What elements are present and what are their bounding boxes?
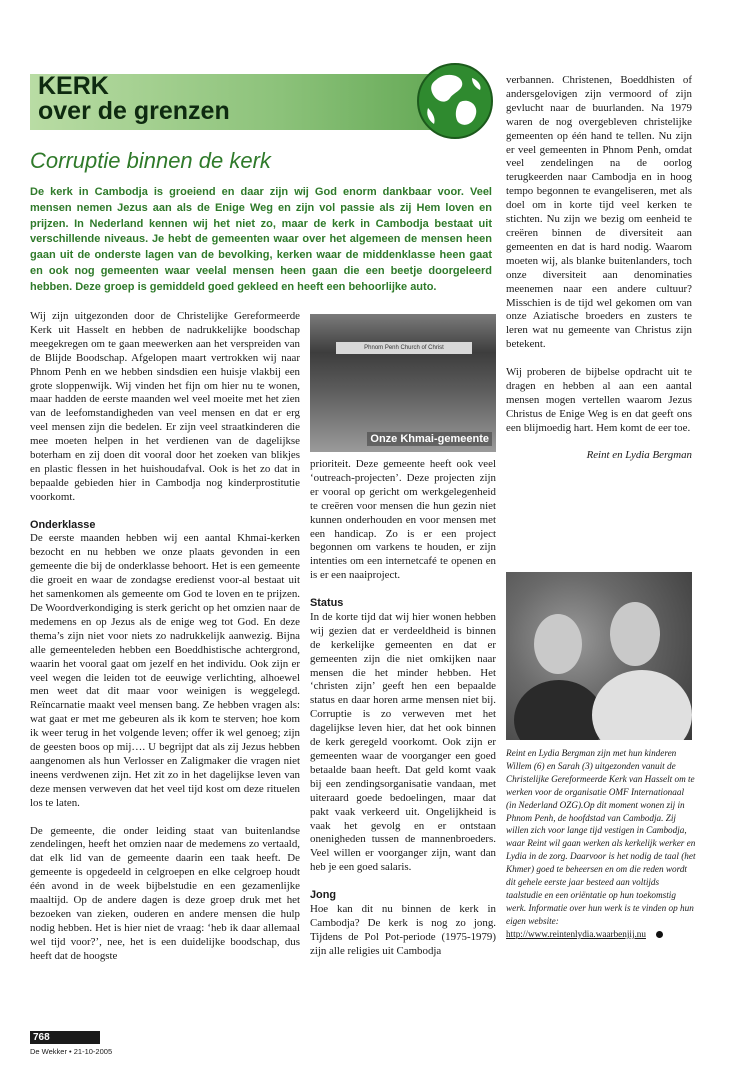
church-photo: [310, 314, 496, 452]
page-number: 768: [30, 1031, 100, 1044]
paragraph: In de korte tijd dat wij hier wonen hebben wij gezien dat er verdeeldheid is binnen de kerkelijke gemeenten en dat er gemeenten zijn die niet omkijken naar mensen die het minder hebben. Het ‘christen zijn’ geeft hen een bepaalde status en daar horen arme mensen niet bij. Corruptie is zo verweven met het dagelijkse leven hier, dat het ook binnen de kerk geregeld voorkomt. Ook zijn er gemeenten waar de voorganger een goed betaalde baan heeft. Dat geld komt vaak bij een zendingsorganisatie vandaan, met uiteraard goede bedoelingen, maar dat pakt vaak verkeerd uit. Ongelijkheid is vaak het gevolg en er ontstaan onenigheden tussen de mannenbroeders. Veel willen er voorganger zijn, want dan heb je een goed salaris.: [310, 610, 496, 874]
subheading-onderklasse: Onderklasse: [30, 518, 96, 531]
church-banner: Phnom Penh Church of Christ: [336, 342, 472, 354]
portrait-shoulders: [514, 680, 604, 740]
photo-caption-text: Reint en Lydia Bergman zijn met hun kinderen Willem (6) en Sarah (3) uitgezonden vanuit de Christelijke Gereformeerde Kerk van Hasselt om te werken voor de organisatie OMF Internationaal (in Nederland OZG).Op dit moment wonen zij in Phnom Penh, de hoofdstad van Cambodja. Zij willen zich voor lange tijd vestigen in Cambodja, waar Reint wil gaan werken als kerkelijk werker en Lydia in de zorg. Daarvoor is het nodig de taal (het Khmer) goed te beheersen en om die reden wordt dit gehele eerste jaar besteed aan voltijds taalstudie en een oriëntatie op hun toekomstig werk. Informatie over hun werk is te vinden op hun eigen website:: [506, 748, 696, 926]
portrait-face: [534, 614, 582, 674]
subheading-status: Status: [310, 597, 344, 610]
family-portrait-photo: [506, 572, 692, 740]
end-mark-icon: [656, 931, 663, 938]
article-headline: Corruptie binnen de kerk: [30, 148, 271, 173]
article-intro: De kerk in Cambodja is groeiend en daar zijn wij God enorm dankbaar voor. Veel mensen nemen Jezus aan als de Enige Weg en zijn vol passie als zij Hem loven en prijzen. In Nederland kennen wij het niet zo, maar de kerk in Cambodja bestaat uit verschillende niveaus. Je hebt de gemeenten waar over het algemeen de mensen heen gaan uit de onderste lagen van de bevolking, kerken waar de middenklasse heen gaat en ook nog gemeenten waar veelal mensen heen gaan die een beetje doorgeleerd hebben. Deze groep is gemiddeld goed gekleed en heeft een behoorlijke auto.: [30, 186, 492, 293]
portrait-face: [610, 602, 660, 666]
paragraph: Hoe kan dit nu binnen de kerk in Cambodja? De kerk is nog zo jong. Tijdens de Pol Pot-periode (1975-1979) zijn alle religies uit Cambodja: [310, 902, 496, 957]
paragraph: De eerste maanden hebben wij een aantal Khmai-kerken bezocht en nu hebben we onze plaats gevonden in een gemeente die bij de onderklasse behoort. Het is een gemeente die groeit en waar de zondagse eredienst voor-al bestaat uit het samenkomen als gemeente om God te loven en te prijzen. De Woordverkondiging is sterk gericht op het omzien naar de medemens en op Jezus als de enige weg tot God. En deze thema’s zijn niet voor niets zo nadrukkelijk aanwezig. Bijna alle gemeenteleden hebben een Boeddhistische achtergrond, waarin het vooral gaat om jezelf en het individu. Ook zijn er veel wegen die leiden tot de eeuwige verlichting, alhoewel men weet dat dit maar voor weinigen is weggelegd. Reïncarnatie maakt veel mensen bang. Ze hebben vragen als: wat gaat er met me gebeuren als ik kom te sterven; hoe kom ik weer terug in het volgende leven; offer ik wel genoeg; zijn de geesten boos op mij…. U begrijpt dat als zij Jezus hebben aangenomen als hun Verlosser en Zaligmaker die vragen niet ineens verdwenen zijn. Het zit zo in het dagelijkse leven van deze mensen verweven dat het veel tijd kost om deze rituelen los te laten.: [30, 532, 300, 809]
column-3: [506, 74, 692, 477]
portrait-shoulders: [592, 670, 692, 740]
globe-icon: [416, 62, 494, 140]
paragraph: De gemeente, die onder leiding staat van buitenlandse zendelingen, heeft het omzien naar de medemens zo vertaald, dat elk lid van de gemeente daarin een taak heeft. De gemeente is opgedeeld in celgroepen en elke celgroep houdt één avond in de week bijbelstudie en een gezamenlijke maaltijd. Op de andere dagen is deze groep druk met het bezoeken van zieken, ouderen en andere mensen die hulp nodig hebben. Het is hier niet de vraag: ‘heb ik daar allemaal wel tijd voor?’, nee, het is een duidelijke boodschap, dus heeft dat de hoogste: [30, 824, 300, 962]
section-title: KERK over de grenzen: [38, 72, 230, 125]
paragraph: Wij proberen de bijbelse opdracht uit te dragen en hebben al aan een aantal mensen mogen vertellen waarom Jezus Christus de Enige Weg is en dat geeft ons een blijmoedig hart. Hem komt de eer toe.: [506, 366, 692, 434]
church-photo-caption: Onze Khmai-gemeente: [367, 432, 492, 446]
column-1: [30, 310, 300, 977]
photo-caption: [506, 747, 696, 941]
subheading-jong: Jong: [310, 889, 337, 902]
author-signature: Reint en Lydia Bergman: [586, 449, 692, 462]
website-link[interactable]: http://www.reintenlydia.waarbenjij.nu: [506, 928, 646, 939]
paragraph: verbannen. Christenen, Boeddhisten of andersgelovigen zijn vermoord of zijn gevlucht naar de buurlanden. Na 1979 waren de nog overgebleven christelijke gemeenten op één hand te tellen. Nu zijn er veel gemeenten in Phnom Penh, omdat veel zendelingen na de oorlog terugkeerden naar Cambodja en in hoog tempo begonnen te evangeliseren, met als doel om in korte tijd veel kerken te stichten. Nu zijn we bezig om eenheid te creëren binnen de diversiteit aan gemeenten en dat is hard nodig. Waarom moeten wij, als blanke buitenlanders, toch onze diversiteit aan denominaties meenemen naar een andere cultuur? Misschien is de tijd wel gekomen om van onze Aziatische broeders en zusters te leren wat nu gemeente van Christus zijn betekent.: [506, 74, 692, 351]
publication-footer: De Wekker • 21-10-2005: [30, 1047, 113, 1056]
paragraph: Wij zijn uitgezonden door de Christelijke Gereformeerde Kerk uit Hasselt en hebben de nadrukkelijke boodschap meegekregen om te gaan meewerken aan het verspreiden van de Blijde Boodschap. Afgelopen maart vertrokken wij naar Phnom Penh en we hebben sindsdien een huisje vlakbij een grote sloppenwijk. Wij vinden het fijn om hier nu te wonen, maar hadden de eerste maanden wel veel moeite met het zien van de leefomstandigheden van veel mensen en dat er erg veel mensen zijn die bedelen. Er zijn veel straatkinderen die mee moeten helpen in het verdienen van de dagelijkse boterham en zij doen dit vooral door het zoeken van blikjes en plastic flessen in het huishoudafval. Ook is het zo dat in bepaalde gebieden hier in Cambodja nog kinderprostitutie voorkomt.: [30, 310, 300, 503]
paragraph: prioriteit. Deze gemeente heeft ook veel ‘outreach-projecten’. Deze projecten zijn er vooral op gericht om werkgelegenheid te creëren voor mensen die hun gezin niet kunnen onderhouden en voor mensen met een handicap. Zo is er een project begonnen om varkens te houden, er zijn intenties om een internetcafé te openen en is er een naaiproject.: [310, 458, 496, 582]
column-2: [310, 458, 496, 972]
